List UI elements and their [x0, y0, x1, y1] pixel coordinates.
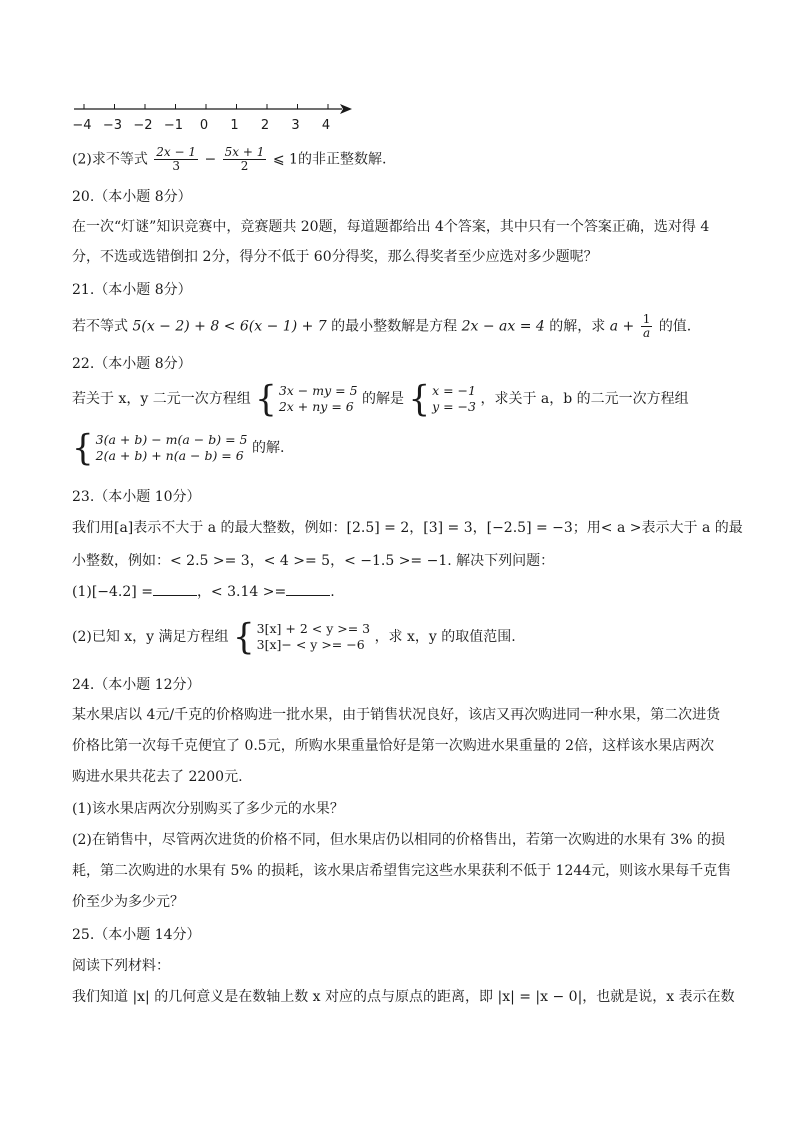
q23-part1-end: . [330, 584, 335, 600]
q23-part1-a: (1)[−4.2] = [72, 584, 153, 600]
q22-text-d: 的解. [251, 440, 285, 456]
q20-header: 20.（本小题 8分） [72, 189, 192, 205]
q23-part2-b: ，求 x，y 的取值范围. [374, 629, 516, 645]
answer-blank-2[interactable] [286, 583, 330, 596]
number-line-label: 0 [199, 118, 209, 133]
q25-line2: 我们知道 |x| 的几何意义是在数轴上数 x 对应的点与原点的距离，即 |x| = |x − 0|，也就是说，x 表示在数 [72, 989, 735, 1005]
q21-text-c: 的解，求 [549, 318, 606, 335]
left-brace-icon: { [233, 616, 255, 658]
number-line-label: 2 [260, 118, 270, 133]
q22-body [72, 378, 689, 420]
system-2-line-2: 2(a + b) + n(a − b) = 6 [95, 448, 244, 463]
number-line-label: 1 [230, 118, 239, 133]
fraction-1-numerator: 2x − 1 [156, 145, 197, 159]
q23-line1: 我们用[a]表示不大于 a 的最大整数，例如：[2.5] = 2，[3] = 3，[−2.5] = −3；用< a >表示大于 a 的最 [72, 520, 743, 536]
system-2-line-1: 3(a + b) − m(a − b) = 5 [95, 432, 248, 447]
q22-body-2 [72, 428, 284, 468]
q23-system [257, 621, 370, 653]
q21-fraction [641, 313, 653, 340]
answer-blank-1[interactable] [153, 583, 197, 596]
q24-line1: 某水果店以 4元/千克的价格购进一批水果，由于销售状况良好，该店又再次购进同一种水果，第二次进货 [72, 707, 721, 723]
fraction-2-denominator: 2 [240, 159, 249, 173]
q21-fraction-denominator: a [642, 326, 651, 340]
q23-system-line-2: 3[x]− < y >= −6 [256, 637, 365, 652]
minus-sign: − [204, 151, 217, 168]
number-line-label: −2 [133, 118, 153, 133]
q21-fraction-numerator: 1 [642, 312, 651, 326]
q24-part1: (1)该水果店两次分别购买了多少元的水果？ [72, 801, 344, 817]
number-line-label: −3 [102, 118, 123, 133]
number-line [0, 0, 794, 130]
q19-part2 [72, 146, 386, 173]
q20-line1: 在一次“灯谜”知识竞赛中，竞赛题共 20题，每道题都给出 4个答案，其中只有一个答案正确，选对得 4 [72, 219, 710, 235]
system-1-line-2: 2x + ny = 6 [278, 399, 354, 414]
number-line-label: −4 [72, 118, 92, 133]
q20-line2: 分，不选或选错倒扣 2分，得分不低于 60分得奖，那么得奖者至少应选对多少题呢？ [72, 249, 598, 265]
q23-part2-a: (2)已知 x，y 满足方程组 [72, 629, 229, 645]
q22-header: 22.（本小题 8分） [72, 356, 192, 372]
number-line-label: 4 [321, 118, 331, 133]
q22-text-c: ，求关于 a，b 的二元一次方程组 [480, 391, 689, 407]
q21-body [72, 313, 691, 340]
q19-part2-prefix: (2)求不等式 [72, 151, 148, 168]
q21-expression: a + [609, 318, 635, 335]
q22-solution [432, 383, 476, 415]
q23-line2: 小整数，例如：< 2.5 >= 3，< 4 >= 5，< −1.5 >= −1. 解决下列问题： [72, 553, 555, 569]
solution-line-2: y = −3 [432, 399, 476, 414]
q22-text-a: 若关于 x，y 二元一次方程组 [72, 391, 251, 407]
q21-header: 21.（本小题 8分） [72, 282, 192, 298]
q22-system-1 [279, 383, 358, 415]
q25-header: 25.（本小题 14分） [72, 927, 201, 943]
q24-line3: 购进水果共花去了 2200元. [72, 769, 243, 785]
q23-system-line-1: 3[x] + 2 < y >= 3 [256, 621, 371, 636]
fraction-2-numerator: 5x + 1 [224, 145, 265, 159]
q21-text-b: 的最小整数解是方程 [331, 318, 458, 335]
q21-inequality: 5(x − 2) + 8 < 6(x − 1) + 7 [132, 318, 327, 335]
q21-text-d: 的值. [658, 318, 692, 335]
fraction-1-denominator: 3 [172, 159, 180, 173]
q22-system-2 [96, 432, 248, 464]
left-brace-icon: { [255, 378, 277, 420]
q23-part2 [72, 617, 516, 657]
q23-header: 23.（本小题 10分） [72, 489, 201, 505]
q24-line2: 价格比第一次每千克便宜了 0.5元，所购水果重量恰好是第一次购进水果重量的 2倍，这样该水果店两次 [72, 738, 715, 754]
q21-equation: 2x − ax = 4 [461, 318, 545, 335]
number-line-label: 3 [291, 118, 300, 133]
fraction-1 [154, 146, 198, 173]
q24-part2-line3: 价至少为多少元？ [72, 894, 184, 910]
system-1-line-1: 3x − my = 5 [278, 383, 358, 398]
q23-part1-b: ，< 3.14 >= [196, 584, 287, 600]
left-brace-icon: { [408, 378, 431, 420]
q24-part2-line2: 耗，第二次购进的水果有 5% 的损耗，该水果店希望售完这些水果获利不低于 1244元，则该水果每千克售 [72, 863, 732, 879]
solution-line-1: x = −1 [432, 383, 476, 398]
q21-text-a: 若不等式 [72, 318, 128, 335]
q23-part1 [72, 582, 335, 602]
left-brace-icon: { [72, 427, 94, 469]
q24-part2-line1: (2)在销售中，尽管两次进货的价格不同，但水果店仍以相同的价格售出，若第一次购进的水果有 3% 的损 [72, 832, 725, 848]
q24-header: 24.（本小题 12分） [72, 677, 201, 693]
fraction-2 [223, 146, 267, 173]
q22-text-b: 的解是 [361, 391, 404, 407]
number-line-label: −1 [163, 118, 184, 133]
q25-line1: 阅读下列材料： [72, 958, 170, 974]
q19-part2-suffix: ⩽ 1的非正整数解. [272, 151, 387, 168]
